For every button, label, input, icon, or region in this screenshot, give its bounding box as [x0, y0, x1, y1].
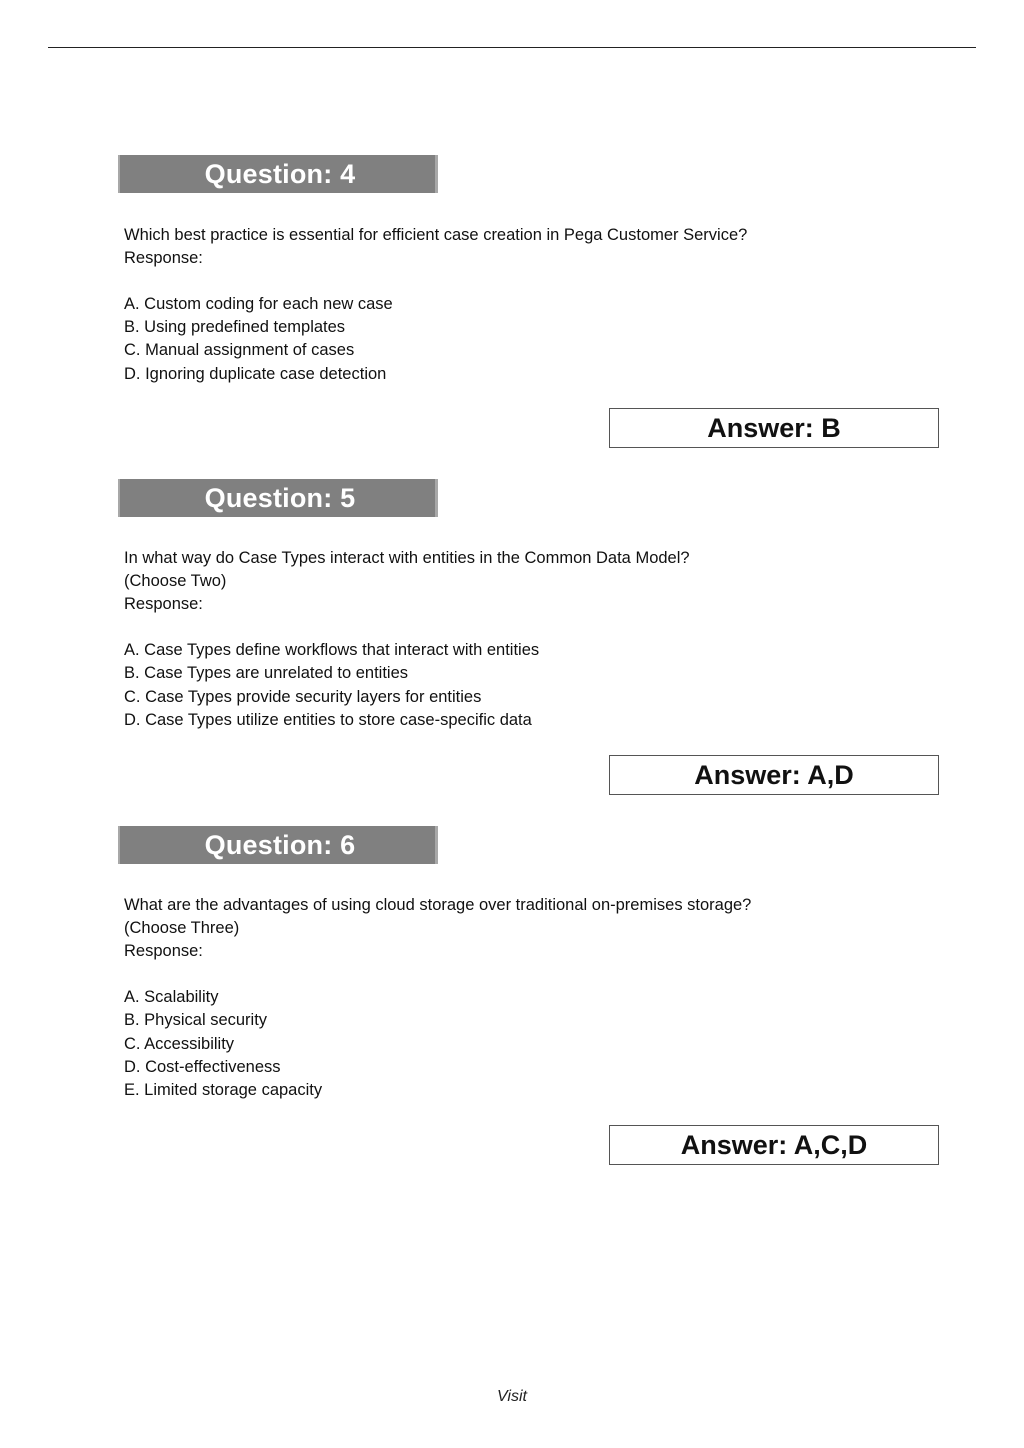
answer-text-6: Answer: A,C,D	[680, 1130, 868, 1160]
spacer	[124, 616, 690, 639]
option-c: C. Case Types provide security layers for entities	[124, 687, 482, 706]
spacer	[124, 270, 747, 293]
option-a: A. Case Types define workflows that interact with entities	[124, 641, 540, 660]
question-body-4	[124, 224, 747, 386]
question-text: In what way do Case Types interact with entities in the Common Data Model?	[124, 549, 690, 567]
option-a: A. Custom coding for each new case	[124, 295, 393, 314]
option-d: D. Case Types utilize entities to store case-specific data	[124, 710, 532, 729]
question-text: What are the advantages of using cloud storage over traditional on-premises storage?	[124, 896, 752, 914]
option-a: A. Scalability	[124, 988, 219, 1007]
footer-visit-link[interactable]: Visit	[497, 1388, 527, 1405]
question-body-5	[124, 547, 690, 732]
option-d: D. Cost-effectiveness	[124, 1057, 281, 1076]
spacer	[124, 963, 751, 986]
option-e: E. Limited storage capacity	[124, 1080, 323, 1099]
question-header-5	[118, 479, 438, 517]
answer-box-5	[609, 755, 939, 795]
choose-note: (Choose Three)	[124, 919, 240, 938]
option-c: C. Accessibility	[124, 1034, 235, 1053]
option-c: C. Manual assignment of cases	[124, 341, 355, 360]
question-body-6	[124, 894, 751, 1102]
option-b: B. Using predefined templates	[124, 318, 346, 337]
choose-note: (Choose Two)	[124, 572, 227, 591]
question-title-4: Question: 4	[204, 159, 356, 189]
answer-text-4: Answer: B	[707, 413, 841, 443]
response-label: Response:	[124, 942, 203, 961]
option-b: B. Physical security	[124, 1011, 268, 1030]
question-title-5: Question: 5	[204, 483, 356, 513]
top-divider	[48, 47, 976, 48]
question-text: Which best practice is essential for efficient case creation in Pega Customer Service?	[124, 226, 748, 244]
response-label: Response:	[124, 249, 203, 268]
question-header-6	[118, 826, 438, 864]
question-header-4	[118, 155, 438, 193]
answer-text-5: Answer: A,D	[694, 760, 854, 790]
option-b: B. Case Types are unrelated to entities	[124, 664, 409, 683]
answer-box-6	[609, 1125, 939, 1165]
option-d: D. Ignoring duplicate case detection	[124, 364, 387, 383]
question-title-6: Question: 6	[204, 830, 356, 860]
answer-box-4	[609, 408, 939, 448]
response-label: Response:	[124, 595, 203, 614]
